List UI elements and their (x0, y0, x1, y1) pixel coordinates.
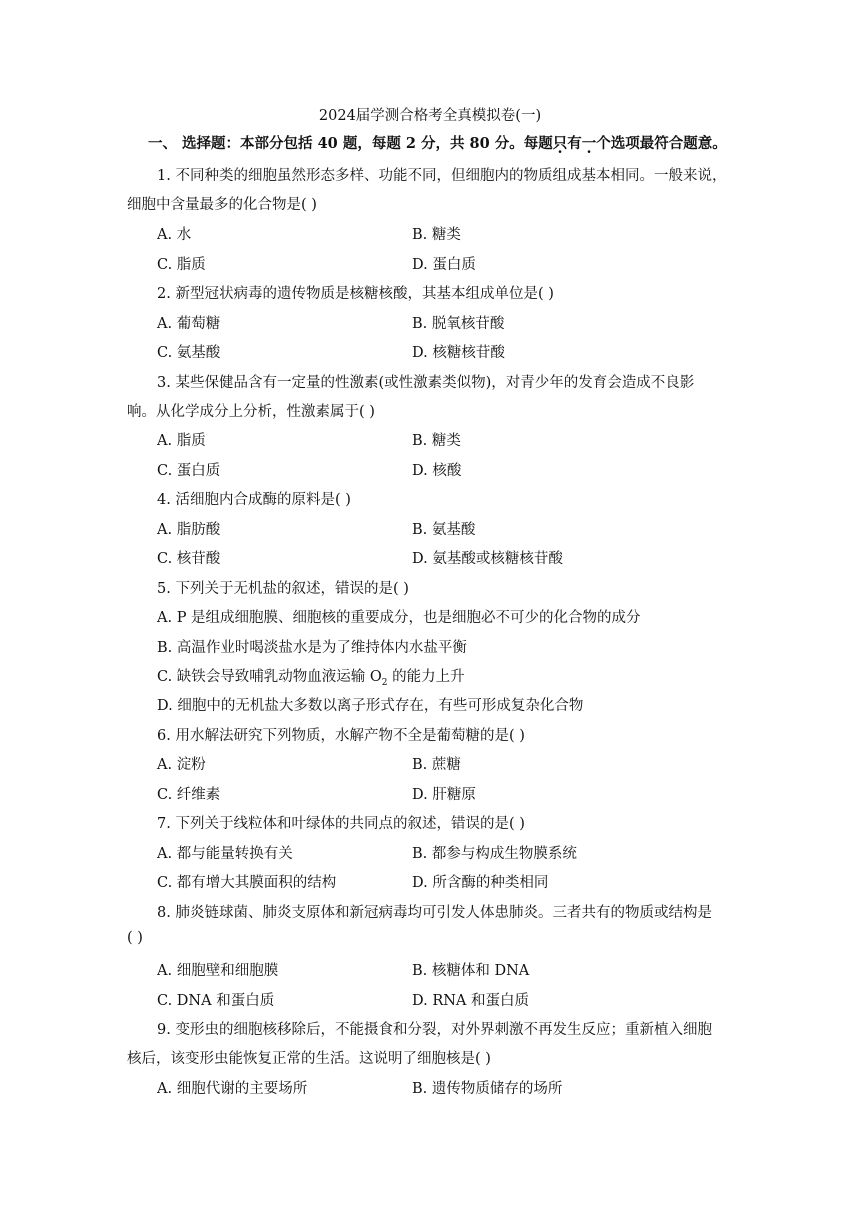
question-9-option-b: B. 遗传物质储存的场所 (412, 1081, 563, 1097)
exam-title: 2024届学测合格考全真模拟卷(一) (318, 108, 542, 124)
emphasis-char-1: 只 (552, 135, 568, 152)
section-heading-pre: 一、 选择题：本部分包括 40 题，每题 2 分，共 80 分。每题 (148, 135, 553, 152)
question-4-option-a: A. 脂肪酸 (157, 522, 221, 538)
question-8-option-c: C. DNA 和蛋白质 (157, 993, 275, 1009)
question-2-option-b: B. 脱氧核苷酸 (412, 316, 505, 332)
question-8-option-a: A. 细胞壁和细胞膜 (157, 963, 279, 979)
question-5-option-c-tail: 的能力上升 (387, 669, 465, 685)
question-1-option-b: B. 糖类 (412, 227, 461, 243)
question-3-stem-cont: 响。从化学成分上分析，性激素属于( ) (127, 404, 375, 420)
question-7-stem: 7. 下列关于线粒体和叶绿体的共同点的叙述，错误的是( ) (157, 816, 525, 832)
question-3-option-d: D. 核酸 (412, 463, 462, 479)
question-5-stem: 5. 下列关于无机盐的叙述，错误的是( ) (157, 581, 409, 597)
question-2-option-d: D. 核糖核苷酸 (412, 345, 505, 361)
question-7-option-a: A. 都与能量转换有关 (157, 846, 293, 862)
question-8-stem: 8. 肺炎链球菌、肺炎支原体和新冠病毒均可引发人体患肺炎。三者共有的物质或结构是 (157, 905, 712, 921)
question-1-stem: 1. 不同种类的细胞虽然形态多样、功能不同，但细胞内的物质组成基本相同。一般来说， (157, 168, 727, 184)
question-8-stem-cont: ( ) (127, 930, 143, 946)
question-8-option-d: D. RNA 和蛋白质 (412, 993, 530, 1009)
question-6-stem: 6. 用水解法研究下列物质，水解产物不全是葡萄糖的是( ) (157, 728, 525, 744)
question-7-option-c: C. 都有增大其膜面积的结构 (157, 875, 337, 891)
question-3-option-a: A. 脂质 (157, 433, 206, 449)
section-heading-mid: 有 (567, 135, 582, 152)
question-4-option-b: B. 氨基酸 (412, 522, 476, 538)
question-6-option-a: A. 淀粉 (157, 757, 206, 773)
section-heading-post: 个选项最符合题意。 (596, 135, 727, 152)
question-5-option-c (157, 665, 465, 688)
question-6-option-c: C. 纤维素 (157, 787, 221, 803)
question-5-option-d: D. 细胞中的无机盐大多数以离子形式存在，有些可形成复杂化合物 (157, 698, 584, 714)
question-9-stem: 9. 变形虫的细胞核移除后，不能摄食和分裂，对外界刺激不再发生反应；重新植入细胞 (157, 1022, 712, 1038)
question-3-option-c: C. 蛋白质 (157, 463, 221, 479)
question-5-option-b: B. 高温作业时喝淡盐水是为了维持体内水盐平衡 (157, 640, 467, 656)
question-3-stem: 3. 某些保健品含有一定量的性激素(或性激素类似物)，对青少年的发育会造成不良影 (157, 375, 695, 391)
question-2-option-a: A. 葡萄糖 (157, 316, 221, 332)
question-2-option-c: C. 氨基酸 (157, 345, 221, 361)
subscript-2: 2 (381, 677, 388, 688)
section-heading (148, 132, 748, 153)
question-5-option-a: A. P 是组成细胞膜、细胞核的重要成分，也是细胞必不可少的化合物的成分 (157, 610, 641, 626)
question-9-stem-cont: 核后，该变形虫能恢复正常的生活。这说明了细胞核是( ) (127, 1051, 491, 1067)
question-7-option-d: D. 所含酶的种类相同 (412, 875, 549, 891)
question-5-option-c-text: C. 缺铁会导致哺乳动物血液运输 O (157, 669, 382, 685)
question-1-option-a: A. 水 (157, 227, 192, 243)
emphasis-char-2: 一 (581, 135, 597, 152)
question-3-option-b: B. 糖类 (412, 433, 461, 449)
question-4-option-d: D. 氨基酸或核糖核苷酸 (412, 551, 563, 567)
question-2-stem: 2. 新型冠状病毒的遗传物质是核糖核酸，其基本组成单位是( ) (157, 286, 554, 302)
question-1-stem-cont: 细胞中含量最多的化合物是( ) (127, 197, 317, 213)
question-4-stem: 4. 活细胞内合成酶的原料是( ) (157, 492, 351, 508)
question-6-option-b: B. 蔗糖 (412, 757, 461, 773)
question-4-option-c: C. 核苷酸 (157, 551, 221, 567)
question-1-option-c: C. 脂质 (157, 257, 206, 273)
question-8-option-b: B. 核糖体和 DNA (412, 963, 530, 979)
question-6-option-d: D. 肝糖原 (412, 787, 476, 803)
question-7-option-b: B. 都参与构成生物膜系统 (412, 846, 577, 862)
question-9-option-a: A. 细胞代谢的主要场所 (157, 1081, 308, 1097)
question-1-option-d: D. 蛋白质 (412, 257, 476, 273)
